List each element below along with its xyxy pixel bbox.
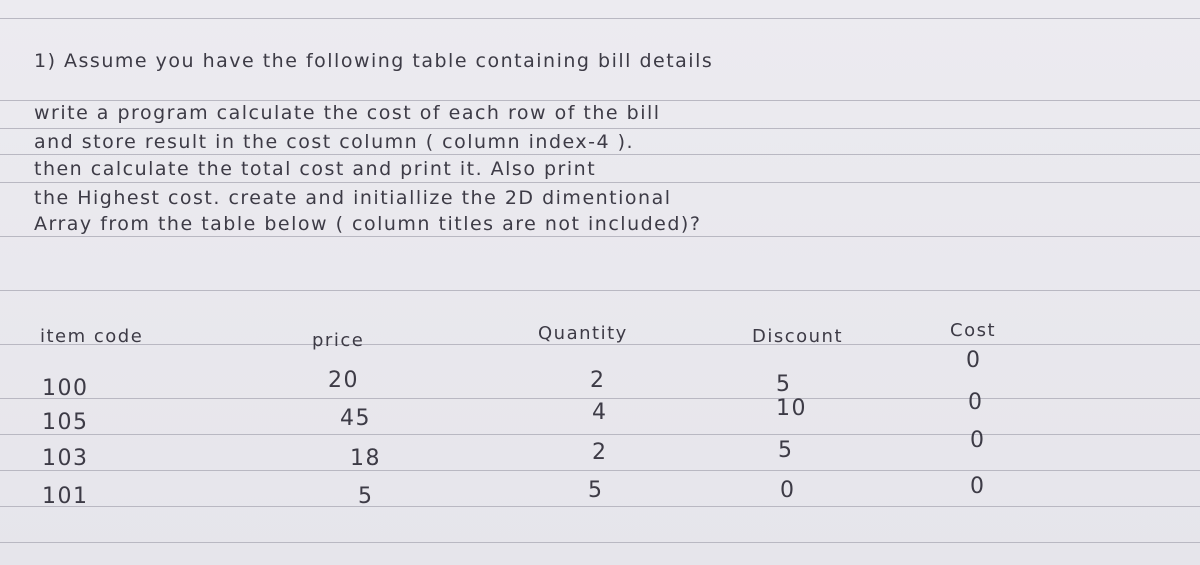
ruled-line [0, 236, 1200, 237]
cell-discount: 5 [778, 438, 794, 463]
cell-discount: 0 [780, 478, 796, 503]
ruled-line [0, 470, 1200, 471]
cell-price: 20 [328, 368, 359, 393]
ruled-line [0, 434, 1200, 435]
question-line-1: 1) Assume you have the following table containing bill details [34, 50, 714, 72]
ruled-line [0, 100, 1200, 101]
cell-item-code: 103 [42, 446, 89, 471]
ruled-line [0, 290, 1200, 291]
question-line-2: write a program calculate the cost of each row of the bill [34, 102, 661, 124]
ruled-line [0, 182, 1200, 183]
cell-discount: 5 [776, 372, 792, 397]
cell-cost: 0 [966, 348, 982, 373]
cell-quantity: 5 [588, 478, 604, 503]
ruled-line [0, 398, 1200, 399]
question-line-6: Array from the table below ( column titles are not included)? [34, 213, 702, 235]
cell-price: 45 [340, 406, 371, 431]
ruled-line [0, 154, 1200, 155]
cell-quantity: 2 [592, 440, 608, 465]
question-line-3: and store result in the cost column ( column index-4 ). [34, 131, 635, 153]
ruled-line [0, 18, 1200, 19]
question-line-4: then calculate the total cost and print it. Also print [34, 158, 597, 180]
cell-cost: 0 [968, 390, 984, 415]
header-quantity: Quantity [538, 323, 628, 344]
header-cost: Cost [950, 320, 997, 341]
ruled-line [0, 344, 1200, 345]
cell-cost: 0 [970, 474, 986, 499]
cell-item-code: 100 [42, 376, 89, 401]
ruled-line [0, 542, 1200, 543]
header-item-code: item code [40, 326, 144, 347]
ruled-line [0, 128, 1200, 129]
cell-item-code: 105 [42, 410, 89, 435]
question-line-5: the Highest cost. create and initiallize the 2D dimentional [34, 187, 672, 209]
header-price: price [312, 330, 365, 351]
ruled-line [0, 506, 1200, 507]
cell-quantity: 2 [590, 368, 606, 393]
cell-quantity: 4 [592, 400, 608, 425]
cell-item-code: 101 [42, 484, 89, 509]
header-discount: Discount [752, 326, 844, 347]
cell-cost: 0 [970, 428, 986, 453]
cell-price: 18 [350, 446, 381, 471]
cell-discount: 10 [776, 396, 807, 421]
cell-price: 5 [358, 484, 374, 509]
